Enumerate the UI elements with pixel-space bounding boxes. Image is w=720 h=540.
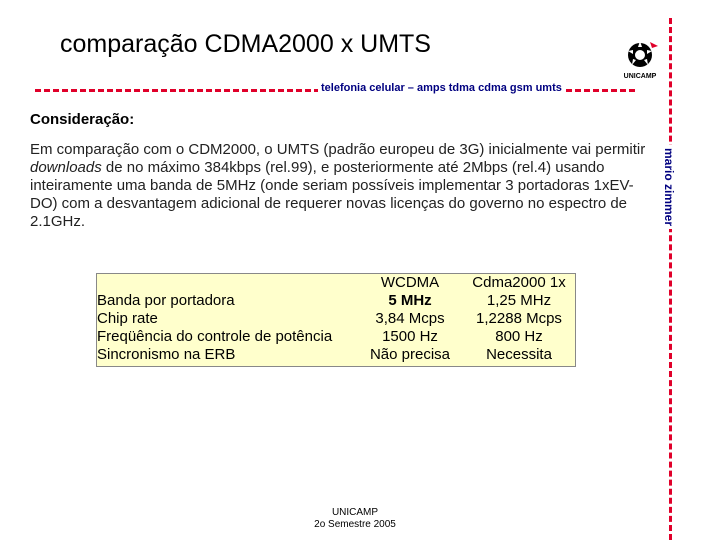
table-row [97, 346, 573, 364]
table-row [97, 310, 573, 328]
paragraph-text-2: de no máximo 384kbps (rel.99), e posteriormente até 2Mbps (rel.4) usando inteiramente uma banda de 5MHz (onde seriam possíveis implementar 3 portadoras 1xEV-DO) com a desvantagem adicional de requerer novas licenças do governo no espectro de 2.1GHz. [30, 159, 634, 230]
table-row [97, 292, 573, 310]
body-paragraph [30, 141, 660, 231]
header-cell-cdma2000: Cdma2000 1x [472, 274, 566, 291]
footer [300, 507, 410, 531]
wcdma-value: 3,84 Mcps [375, 310, 445, 327]
cdma2000-value: 1,25 MHz [486, 292, 552, 309]
cdma2000-value: 800 Hz [495, 328, 543, 345]
slide-subtitle: telefonia celular – amps tdma cdma gsm umts [318, 82, 565, 94]
unicamp-logo-icon [614, 38, 666, 84]
row-label: Banda por portadora [97, 292, 235, 309]
header-cell-wcdma: WCDMA [380, 274, 440, 291]
comparison-table [97, 274, 573, 364]
cdma2000-value: 1,2288 Mcps [476, 310, 562, 327]
row-label: Freqüência do controle de potência [97, 328, 333, 345]
footer-institution: UNICAMP [331, 507, 379, 518]
table-header-row [97, 274, 573, 292]
section-heading: Consideração: [30, 111, 135, 128]
paragraph-text-1: Em comparação com o CDM2000, o UMTS (padrão europeu de 3G) inicialmente vai permitir [30, 141, 646, 158]
author-label: mario zimmer [662, 145, 676, 229]
table-row [97, 328, 573, 346]
row-label: Chip rate [97, 310, 158, 327]
wcdma-value: 1500 Hz [382, 328, 438, 345]
paragraph-emphasis: downloads [30, 159, 102, 176]
header-cell [97, 274, 355, 292]
side-divider [669, 18, 672, 540]
footer-semester: 2o Semestre 2005 [314, 519, 396, 530]
wcdma-value: Não precisa [369, 346, 451, 363]
wcdma-value: 5 MHz [388, 292, 432, 309]
row-label: Sincronismo na ERB [97, 346, 236, 363]
slide-title: comparação CDMA2000 x UMTS [60, 30, 431, 58]
cdma2000-value: Necessita [486, 346, 552, 363]
logo-wordmark: UNICAMP [623, 73, 657, 80]
